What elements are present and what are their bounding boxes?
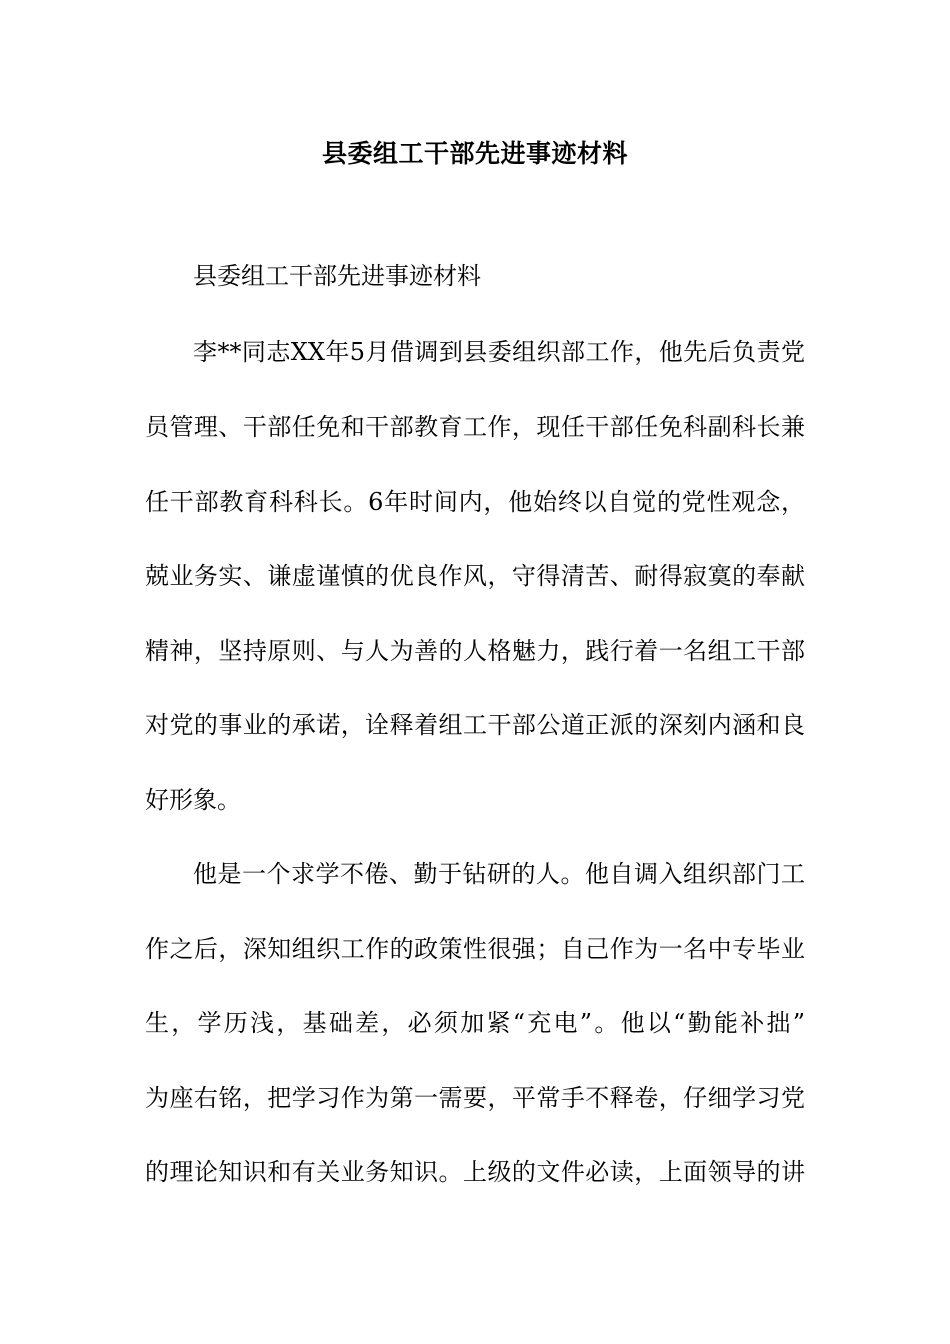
paragraph-2-line-3: 生，学历浅，基础差，必须加紧“充电”。他以“勤能补拙” xyxy=(145,1009,805,1037)
paragraph-1-line-3: 任干部教育科科长。6年时间内，他始终以自觉的党性观念， xyxy=(145,488,805,516)
paragraph-1-line-1: 李**同志XX年5月借调到县委组织部工作，他先后负责党 xyxy=(193,338,805,366)
paragraph-2-line-1: 他是一个求学不倦、勤于钻研的人。他自调入组织部门工 xyxy=(193,860,805,888)
paragraph-2-line-4: 为座右铭，把学习作为第一需要，平常手不释卷，仔细学习党 xyxy=(145,1084,805,1112)
paragraph-1-line-5: 精神，坚持原则、与人为善的人格魅力，践行着一名组工干部 xyxy=(145,637,805,665)
paragraph-2-line-2: 作之后，深知组织工作的政策性很强；自己作为一名中专毕业 xyxy=(145,935,805,963)
paragraph-2-line-5: 的理论知识和有关业务知识。上级的文件必读，上面领导的讲 xyxy=(145,1158,805,1186)
paragraph-heading-line: 县委组工干部先进事迹材料 xyxy=(193,262,481,290)
paragraph-1-line-2: 员管理、干部任免和干部教育工作，现任干部任免科副科长兼 xyxy=(145,413,805,441)
paragraph-1-line-4: 兢业务实、谦虚谨慎的优良作风，守得清苦、耐得寂寞的奉献 xyxy=(145,562,805,590)
paragraph-1-line-6: 对党的事业的承诺，诠释着组工干部公道正派的深刻内涵和良 xyxy=(145,711,805,739)
paragraph-1-line-7: 好形象。 xyxy=(145,786,241,814)
document-title: 县委组工干部先进事迹材料 xyxy=(321,139,628,168)
